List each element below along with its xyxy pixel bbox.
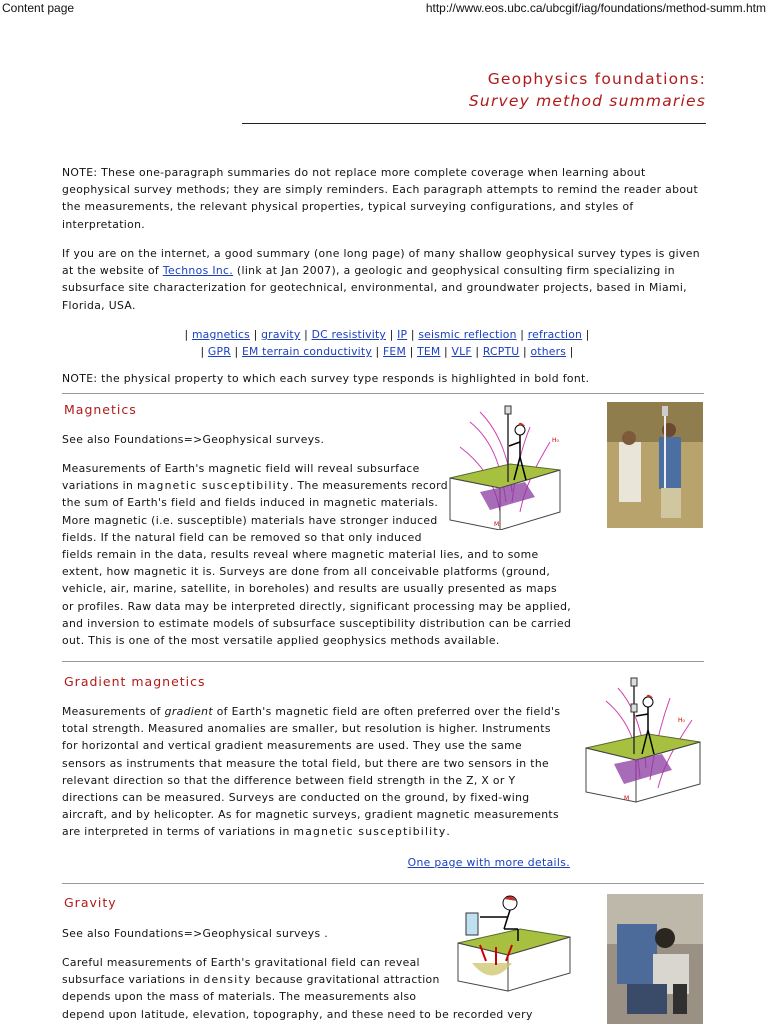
gradient-term: gradient bbox=[164, 705, 213, 718]
gradient-property: magnetic susceptibility bbox=[293, 825, 447, 839]
magnetics-heading: Magnetics bbox=[64, 402, 137, 417]
m-label: M bbox=[494, 521, 500, 528]
h0-label: H₀ bbox=[552, 437, 559, 444]
section-divider bbox=[62, 393, 704, 394]
page-url: http://www.eos.ubc.ca/ubcgif/iag/foundations/method-summ.htm bbox=[425, 1, 766, 15]
nav-rcptu[interactable]: RCPTU bbox=[482, 345, 520, 358]
nav-dc-resistivity[interactable]: DC resistivity bbox=[311, 328, 386, 341]
gradient-magnetics-body: Measurements of gradient of Earth's magnetic field are often preferred over the field's total strength. Measured anomalies are smaller, but resolution is higher. Instruments for horizontal and vertical gradient measurements are used. They use the same sensors as instruments that measure the total field, but there are two sensors in the relevant direction so that the difference between field strength in the Z, X or Y directions can be measured. Surveys are conducted on the ground, by fixed-wing aircraft, and by helicopter. As for magnetic surveys, gradient magnetic measurements are interpreted in terms of variations in magnetic susceptibility. bbox=[62, 705, 561, 839]
magnetics-see-also: See also Foundations=>Geophysical surveys. bbox=[62, 433, 325, 446]
nav-em-terrain[interactable]: EM terrain conductivity bbox=[242, 345, 372, 358]
gravity-property: density bbox=[203, 973, 252, 987]
nav-ip[interactable]: IP bbox=[397, 328, 408, 341]
gravity-see-also: See also Foundations=>Geophysical surveys . bbox=[62, 927, 329, 940]
nav-seismic-reflection[interactable]: seismic reflection bbox=[418, 328, 517, 341]
nav-others[interactable]: others bbox=[530, 345, 567, 358]
magnetics-field-photo bbox=[607, 402, 703, 528]
print-header bbox=[0, 0, 768, 18]
gravity-survey-diagram bbox=[452, 893, 572, 993]
gradient-magnetics-heading: Gradient magnetics bbox=[64, 674, 206, 689]
magnetics-property: magnetic susceptibility bbox=[136, 479, 290, 493]
gradient-more-row bbox=[62, 854, 570, 871]
gradient-magnetics-diagram bbox=[578, 676, 706, 804]
intro-note: NOTE: These one-paragraph summaries do not replace more complete coverage when learning about geophysical survey methods; they are simply reminders. Each paragraph attempts to remind the reader about the measurements, the relevant physical properties, typical surveying configurations, and styles of interpretation. bbox=[62, 166, 699, 231]
gravity-field-photo bbox=[607, 894, 703, 1024]
gravity-body: Careful measurements of Earth's gravitational field can reveal subsurface variations in density because gravitational attraction depends upon the mass of materials. The measurements also depend upon latitude, elevation, topography, and these need to be recorded very bbox=[62, 956, 533, 1021]
magnetics-body-top: Measurements of Earth's magnetic field will reveal subsurface variations in magnetic susceptibility. The measurements record the sum of Earth's field and fields induced in magnetic materials. More magnetic (i.e. susceptible) materials have stronger induced fields. If the natural field can be removed so that only induced bbox=[62, 462, 448, 544]
gradient-more-details-link[interactable]: One page with more details. bbox=[407, 856, 570, 869]
nav-gravity[interactable]: gravity bbox=[261, 328, 301, 341]
method-nav-row1: | magnetics | gravity | DC resistivity | IP | seismic reflection | refraction | bbox=[184, 328, 590, 341]
section-divider bbox=[62, 883, 704, 884]
method-nav-row2: | GPR | EM terrain conductivity | FEM | TEM | VLF | RCPTU | others | bbox=[200, 345, 574, 358]
h0-label: H₀ bbox=[678, 717, 685, 724]
technos-link[interactable]: Technos Inc. bbox=[162, 264, 234, 278]
magnetics-survey-diagram bbox=[440, 402, 568, 530]
nav-vlf[interactable]: VLF bbox=[451, 345, 472, 358]
magnetics-body-rest: fields remain in the data, results reveal where magnetic material lies, and to some extent, how magnetic it is. Surveys are done from all conceivable platforms (ground, vehicle, air, marine, satellite, in boreholes) and results are usually presented as maps or profiles. Raw data may be interpreted directly, significant processing may be applied, and inversion to estimate models of subsurface susceptibility distribution can be carried out. This is one of the most versatile applied geophysics methods available. bbox=[62, 548, 572, 648]
m-label: M bbox=[624, 795, 630, 802]
section-divider bbox=[62, 661, 704, 662]
nav-refraction[interactable]: refraction bbox=[527, 328, 583, 341]
nav-gpr[interactable]: GPR bbox=[207, 345, 231, 358]
content-page-label: Content page bbox=[2, 1, 75, 15]
page-title bbox=[469, 68, 706, 112]
title-line1: Geophysics foundations: bbox=[487, 70, 706, 88]
nav-tem[interactable]: TEM bbox=[417, 345, 441, 358]
bold-font-note: NOTE: the physical property to which each survey type responds is highlighted in bold font. bbox=[62, 372, 590, 385]
intro-internet: If you are on the internet, a good summary (one long page) of many shallow geophysical survey types is given at the website of Technos Inc. (link at Jan 2007), a geologic and geophysical consulting firm specializing in subsurface site characterization for geotechnical, environmental, and groundwater projects, based in Miami, Florida, USA. bbox=[62, 247, 700, 312]
gravity-heading: Gravity bbox=[64, 895, 117, 910]
nav-fem[interactable]: FEM bbox=[383, 345, 406, 358]
title-divider bbox=[242, 123, 706, 124]
nav-magnetics[interactable]: magnetics bbox=[191, 328, 251, 341]
title-line2: Survey method summaries bbox=[468, 92, 706, 110]
